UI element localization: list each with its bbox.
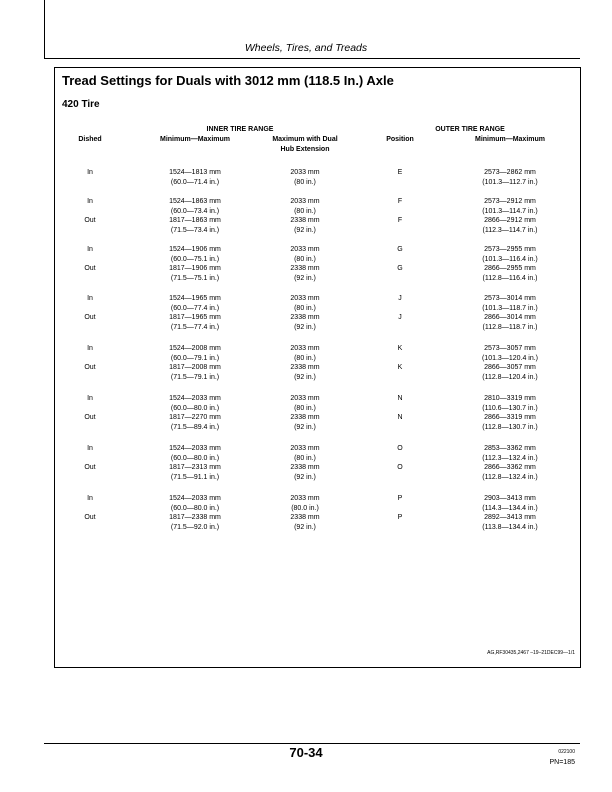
row-position [375,413,425,423]
row-position-value: K [397,345,403,352]
row-outer-range-mm: 2903—3413 mm [484,495,536,502]
row-position [375,394,425,404]
row-inner-range [145,513,245,532]
row-position [375,294,425,304]
row-outer-range [455,344,565,363]
row-position-value: G [397,265,403,272]
column-header-max-dual-line1: Maximum with Dual [272,136,338,143]
row-dual-max-mm: 2033 mm [290,198,320,205]
column-header-dished: Dished [78,136,102,143]
row-dual-max [255,444,355,463]
row-position-value: P [397,495,403,502]
row-dished [70,245,110,255]
row-inner-range [145,216,245,235]
row-dished [70,394,110,404]
row-outer-range-in: (112.8—118.7 in.) [482,323,538,331]
row-inner-range-in: (71.5—73.4 in.) [170,226,220,234]
row-dished [70,313,110,323]
row-dual-max-mm: 2033 mm [290,445,320,452]
row-dual-max [255,245,355,264]
row-inner-range-in: (60.0—80.0 in.) [170,504,220,512]
row-inner-range [145,494,245,513]
row-outer-range-in: (112.8—120.4 in.) [482,373,538,381]
row-dual-max [255,216,355,235]
row-outer-range [455,463,565,482]
row-position-value: F [397,217,403,224]
row-outer-range-mm: 2853—3362 mm [484,445,536,452]
row-dual-max-mm: 2338 mm [290,464,320,471]
row-inner-range [145,394,245,413]
row-inner-range-mm: 1817—2338 mm [169,514,221,521]
row-position-value: O [397,464,403,471]
row-dual-max-mm: 2033 mm [290,169,320,176]
row-outer-range [455,394,565,413]
page-title: Tread Settings for Duals with 3012 mm (118.5 In.) Axle [62,73,394,88]
row-dual-max [255,494,355,513]
row-outer-range-in: (101.3—120.4 in.) [481,354,539,362]
row-dual-max-in: (80 in.) [294,354,316,362]
row-dished-value: In [87,495,93,502]
row-position-value: N [397,395,403,402]
row-dual-max-mm: 2033 mm [290,395,320,402]
row-position [375,245,425,255]
row-position-value: K [397,364,403,371]
row-outer-range-mm: 2573—3057 mm [484,345,536,352]
row-outer-range-mm: 2866—3362 mm [484,464,536,471]
row-dual-max-in: (80 in.) [294,255,316,263]
row-position-value: J [398,314,402,321]
row-position [375,513,425,523]
row-dual-max-mm: 2338 mm [290,364,320,371]
outer-tire-range-header: OUTER TIRE RANGE [435,126,505,133]
row-dished-value: In [87,198,93,205]
row-inner-range-in: (60.0—75.1 in.) [170,255,220,263]
row-inner-range [145,463,245,482]
row-dual-max-mm: 2033 mm [290,295,320,302]
header-rule [44,58,580,59]
row-position-value: E [397,169,403,176]
row-inner-range-mm: 1817—1863 mm [169,217,221,224]
row-position-value: J [398,295,402,302]
row-inner-range-in: (60.0—71.4 in.) [170,178,220,186]
row-inner-range-mm: 1817—1965 mm [169,314,221,321]
row-position [375,197,425,207]
row-dished-value: Out [84,265,96,272]
row-outer-range-in: (101.3—114.7 in.) [482,207,538,215]
row-outer-range-in: (112.3—114.7 in.) [482,226,538,234]
row-outer-range-mm: 2866—2955 mm [484,265,536,272]
row-dual-max-in: (92 in.) [294,473,316,481]
row-outer-range-mm: 2892—3413 mm [484,514,536,521]
row-dual-max-mm: 2338 mm [290,514,320,521]
row-outer-range-mm: 2810—3319 mm [484,395,536,402]
row-dished-value: Out [84,314,96,321]
row-inner-range-mm: 1817—2008 mm [169,364,221,371]
row-dished-value: Out [84,217,96,224]
row-dished [70,513,110,523]
column-header-max-dual-line2: Hub Extension [280,146,330,153]
row-inner-range-in: (71.5—89.4 in.) [170,423,220,431]
row-dual-max-in: (92 in.) [294,274,316,282]
row-inner-range-mm: 1524—2033 mm [169,395,221,402]
row-dual-max [255,394,355,413]
row-dished-value: In [87,345,93,352]
row-dual-max [255,463,355,482]
row-inner-range-in: (60.0—79.1 in.) [170,354,220,362]
row-outer-range [455,294,565,313]
row-inner-range-in: (71.5—77.4 in.) [170,323,220,331]
row-dished [70,444,110,454]
row-dished-value: In [87,246,93,253]
column-header-position: Position [386,136,414,143]
row-position [375,363,425,373]
row-outer-range [455,513,565,532]
row-dished [70,463,110,473]
row-inner-range-in: (60.0—80.0 in.) [170,454,220,462]
row-dished [70,413,110,423]
row-outer-range-in: (113.8—134.4 in.) [482,523,538,531]
document-reference: AG,RF30435,2467 –19–21DEC99—1/1 [487,650,575,656]
row-inner-range-mm: 1524—1813 mm [169,169,221,176]
row-dual-max [255,513,355,532]
row-inner-range-mm: 1524—1906 mm [169,246,221,253]
row-dual-max [255,313,355,332]
row-dual-max-mm: 2033 mm [290,495,320,502]
row-dual-max [255,197,355,216]
row-inner-range-in: (71.5—91.1 in.) [170,473,220,481]
row-outer-range [455,494,565,513]
inner-tire-range-header: INNER TIRE RANGE [206,126,274,133]
row-dual-max [255,294,355,313]
row-inner-range [145,168,245,187]
row-inner-range-in: (60.0—73.4 in.) [170,207,220,215]
row-outer-range-in: (101.3—118.7 in.) [482,304,538,312]
column-header-max-dual [255,135,355,155]
pn-number: PN=185 [549,759,575,766]
row-outer-range [455,216,565,235]
date-code: 022100 [558,749,575,755]
row-inner-range-mm: 1817—2270 mm [169,414,221,421]
page-number: 70-34 [289,745,323,760]
row-dished [70,197,110,207]
row-outer-range [455,363,565,382]
row-inner-range-in: (60.0—80.0 in.) [170,404,220,412]
row-outer-range-in: (110.6—130.7 in.) [482,404,538,412]
row-inner-range [145,413,245,432]
row-dished-value: In [87,445,93,452]
row-dished-value: Out [84,464,96,471]
row-inner-range-mm: 1524—1965 mm [169,295,221,302]
row-dished-value: In [87,295,93,302]
row-dual-max-in: (80 in.) [294,304,316,312]
row-position-value: G [397,246,403,253]
tire-subtitle: 420 Tire [62,99,100,110]
row-dual-max-mm: 2033 mm [290,345,320,352]
row-outer-range [455,245,565,264]
row-dual-max-in: (80 in.) [294,454,316,462]
row-dual-max [255,168,355,187]
row-dual-max [255,344,355,363]
row-outer-range-in: (112.3—132.4 in.) [482,454,538,462]
row-position [375,444,425,454]
row-inner-range [145,264,245,283]
row-outer-range [455,444,565,463]
row-dual-max-in: (92 in.) [294,323,316,331]
row-dished-value: In [87,395,93,402]
row-dual-max-mm: 2338 mm [290,265,320,272]
row-outer-range-in: (112.8—116.4 in.) [482,274,538,282]
row-dual-max-in: (80 in.) [294,404,316,412]
row-dished [70,344,110,354]
row-outer-range [455,413,565,432]
row-dual-max-in: (92 in.) [294,373,316,381]
row-outer-range-in: (112.8—130.7 in.) [482,423,538,431]
row-inner-range-in: (60.0—77.4 in.) [170,304,220,312]
row-dished [70,494,110,504]
row-dual-max-in: (92 in.) [294,226,316,234]
row-outer-range [455,197,565,216]
row-dual-max-in: (92 in.) [294,523,316,531]
row-dual-max-in: (80 in.) [294,207,316,215]
row-outer-range-mm: 2866—3057 mm [484,364,536,371]
row-inner-range-mm: 1524—2033 mm [169,495,221,502]
row-dished-value: Out [84,514,96,521]
row-dual-max-mm: 2338 mm [290,217,320,224]
row-position-value: F [397,198,403,205]
column-header-outer-min-max: Minimum—Maximum [474,136,545,143]
row-position [375,216,425,226]
row-inner-range-in: (71.5—75.1 in.) [170,274,220,282]
row-dished [70,363,110,373]
row-position [375,344,425,354]
footer-rule [44,743,580,744]
row-inner-range [145,344,245,363]
row-outer-range-in: (101.3—112.7 in.) [482,178,538,186]
row-inner-range [145,245,245,264]
row-outer-range-mm: 2573—2862 mm [484,169,536,176]
section-header-title: Wheels, Tires, and Treads [244,42,368,54]
row-inner-range-mm: 1524—2033 mm [169,445,221,452]
row-outer-range-mm: 2573—2955 mm [484,246,536,253]
row-outer-range-in: (101.3—116.4 in.) [482,255,538,263]
row-position [375,168,425,178]
row-dished-value: Out [84,364,96,371]
row-outer-range-mm: 2866—3319 mm [484,414,536,421]
row-dual-max [255,264,355,283]
row-dual-max-in: (80 in.) [294,178,316,186]
row-outer-range [455,168,565,187]
row-dual-max-mm: 2338 mm [290,314,320,321]
row-outer-range-in: (112.8—132.4 in.) [482,473,538,481]
row-position-value: O [397,445,403,452]
row-inner-range-mm: 1524—1863 mm [169,198,221,205]
row-inner-range-in: (71.5—79.1 in.) [170,373,220,381]
column-header-inner-min-max: Minimum—Maximum [159,136,230,143]
row-outer-range-mm: 2573—3014 mm [484,295,536,302]
row-inner-range-mm: 1817—1906 mm [169,265,221,272]
row-dual-max-in: (92 in.) [294,423,316,431]
row-inner-range-mm: 1817—2313 mm [169,464,221,471]
row-inner-range [145,197,245,216]
row-dual-max-mm: 2033 mm [290,246,320,253]
row-outer-range-mm: 2866—2912 mm [484,217,536,224]
row-outer-range-in: (114.3—134.4 in.) [482,504,538,512]
row-position [375,264,425,274]
row-dished-value: In [87,169,93,176]
row-dished [70,294,110,304]
row-inner-range [145,294,245,313]
row-dual-max-mm: 2338 mm [290,414,320,421]
row-inner-range [145,444,245,463]
row-position-value: N [397,414,403,421]
row-position [375,494,425,504]
row-position [375,313,425,323]
row-position [375,463,425,473]
row-dual-max [255,413,355,432]
row-dished [70,264,110,274]
row-outer-range [455,264,565,283]
row-dual-max-in: (80.0 in.) [291,504,319,512]
row-outer-range-mm: 2573—2912 mm [484,198,536,205]
row-inner-range [145,313,245,332]
row-inner-range-in: (71.5—92.0 in.) [170,523,220,531]
row-dished-value: Out [84,414,96,421]
row-dished [70,216,110,226]
row-inner-range [145,363,245,382]
row-outer-range [455,313,565,332]
row-inner-range-mm: 1524—2008 mm [169,345,221,352]
row-outer-range-mm: 2866—3014 mm [484,314,536,321]
row-position-value: P [397,514,403,521]
row-dual-max [255,363,355,382]
row-dished [70,168,110,178]
